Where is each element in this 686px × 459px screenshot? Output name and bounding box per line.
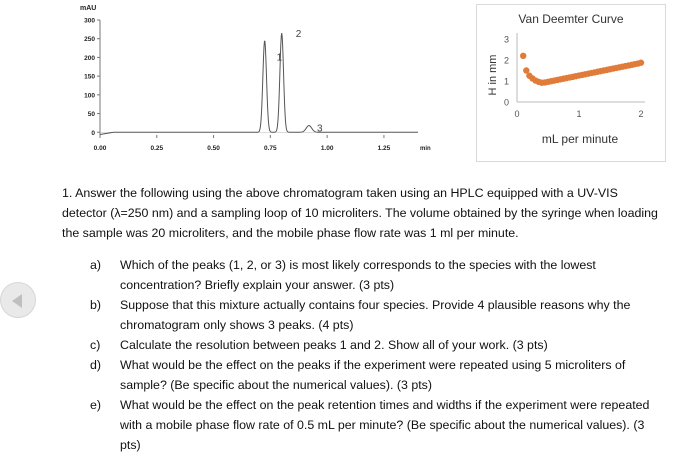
chromatogram-y-tick-label: 0 — [91, 129, 95, 137]
van-deemter-x-tick-label: 2 — [638, 109, 644, 119]
chromatogram-x-tick-label: 0.50 — [207, 145, 220, 152]
question-parts — [90, 255, 660, 455]
previous-button[interactable] — [0, 282, 36, 318]
van-deemter-y-tick-label: 0 — [503, 97, 509, 108]
chromatogram-y-tick-label: 200 — [84, 54, 95, 62]
chromatogram-peak-label: 1 — [276, 52, 283, 64]
van-deemter-chart — [476, 4, 666, 162]
van-deemter-points — [520, 53, 644, 86]
part-text: What would be the effect on the peaks if the experiment were repeated using 5 microliters of sample? (Be specific about the numerical values). (3 pts) — [120, 358, 626, 392]
chromatogram-y-ticks — [84, 18, 100, 137]
question-block — [62, 183, 662, 243]
question-part-e — [90, 395, 660, 455]
chromatogram-y-tick-label: 150 — [84, 73, 95, 81]
chromatogram-y-unit: mAU — [80, 5, 97, 12]
chromatogram-x-tick-label: 1.00 — [320, 145, 334, 152]
question-intro: 1. Answer the following using the above chromatogram taken using an HPLC equipped with a UV-VIS detector (λ=250 nm) and a sampling loop of 10 microliters. The volume obtained by the syringe when loading the sample was 20 microliters, and the mobile phase flow rate was 1 ml per minute. — [62, 186, 658, 240]
chromatogram-x-tick-label: 1.25 — [377, 145, 391, 152]
chromatogram-trace — [100, 33, 418, 134]
part-text: Suppose that this mixture actually contains four species. Provide 4 plausible reasons why the chromatogram only shows 3 peaks. (4 pts) — [120, 298, 631, 332]
chromatogram-x-tick-label: 0.25 — [150, 145, 164, 152]
part-text: Which of the peaks (1, 2, or 3) is most likely corresponds to the species with the lowest concentration? Briefly explain your answer. (3 pts) — [120, 258, 596, 292]
part-letter: d) — [90, 358, 102, 372]
van-deemter-y-tick-label: 1 — [503, 76, 509, 87]
part-letter: b) — [90, 298, 102, 312]
part-letter: e) — [90, 398, 102, 412]
chromatogram-y-tick-label: 300 — [84, 17, 95, 25]
chromatogram-y-tick-label: 100 — [84, 92, 95, 100]
van-deemter-y-label: H in mm — [487, 54, 499, 96]
part-letter: a) — [90, 258, 102, 272]
question-part-c — [90, 335, 660, 355]
chromatogram-y-tick-label: 250 — [84, 36, 95, 44]
chromatogram — [78, 0, 436, 165]
van-deemter-title: Van Deemter Curve — [518, 12, 624, 26]
chromatogram-x-tick-label: 0.00 — [93, 145, 107, 152]
van-deemter-x-tick-label: 1 — [576, 109, 582, 119]
question-part-d — [90, 355, 660, 395]
question-part-a — [90, 255, 660, 295]
chromatogram-peak-label: 3 — [316, 123, 323, 135]
part-text: What would be the effect on the peak retention times and widths if the experiment were repeated with a mobile phase flow rate of 0.5 mL per minute? (Be specific about the numerical values). (3 pts) — [120, 398, 650, 452]
van-deemter-point — [638, 60, 644, 66]
chromatogram-y-tick-label: 50 — [87, 111, 95, 119]
van-deemter-x-label: mL per minute — [541, 132, 619, 146]
question-part-b — [90, 295, 660, 335]
chevron-left-icon — [12, 294, 22, 308]
van-deemter-point — [520, 53, 526, 59]
van-deemter-x-tick-label: 0 — [514, 109, 520, 119]
van-deemter-y-tick-label: 2 — [503, 55, 509, 66]
chromatogram-x-ticks — [94, 135, 391, 152]
part-text: Calculate the resolution between peaks 1 and 2. Show all of your work. (3 pts) — [120, 338, 548, 352]
chromatogram-peak-label: 2 — [295, 29, 302, 41]
van-deemter-y-tick-label: 3 — [503, 34, 509, 45]
chromatogram-x-unit: min — [420, 146, 431, 152]
part-letter: c) — [90, 338, 101, 352]
van-deemter-y-ticks — [504, 35, 509, 108]
chromatogram-plot — [78, 0, 436, 165]
chromatogram-axes — [100, 20, 418, 138]
chromatogram-x-tick-label: 0.75 — [264, 145, 277, 152]
van-deemter-x-ticks — [514, 109, 643, 119]
